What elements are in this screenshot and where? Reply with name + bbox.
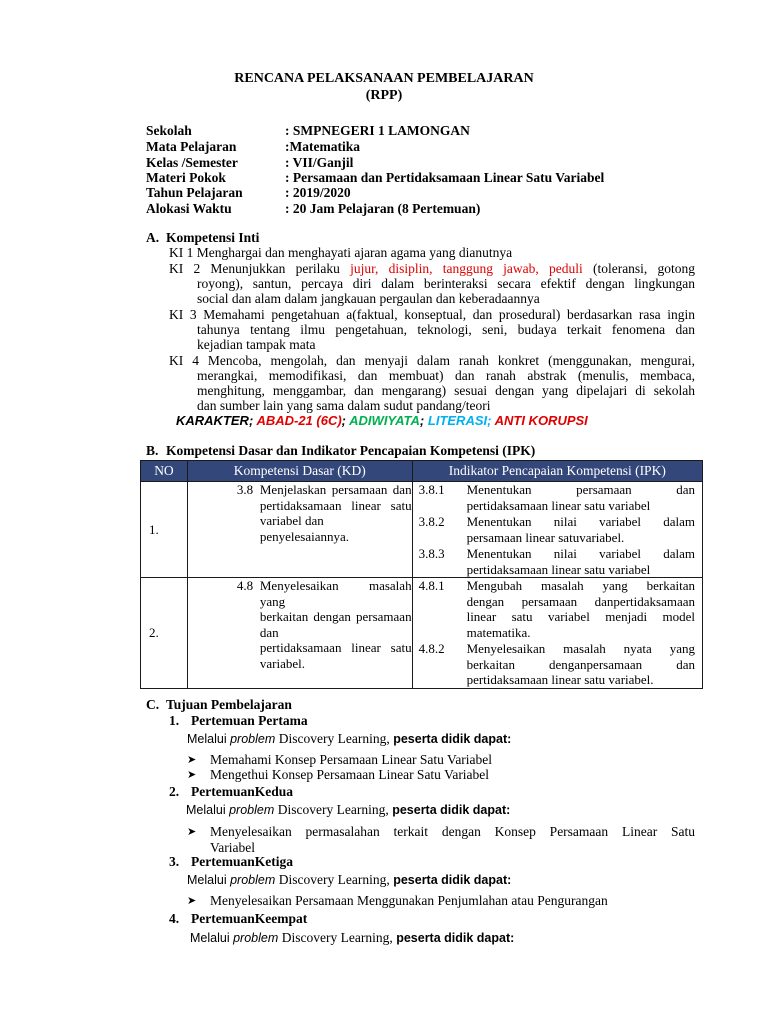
column-header-ipk: Indikator Pencapaian Kompetensi (IPK) [412,461,702,482]
section-title: Tujuan Pembelajaran [166,697,292,712]
table-row [141,482,703,578]
bullet-text [210,824,695,856]
section-a-heading [146,230,259,246]
kd-ipk-table [140,460,703,689]
ipk-item [413,546,702,577]
meeting-3-intro [187,872,511,888]
intro-peserta: peserta didik dapat: [393,732,512,746]
ki1: KI 1 Menghargai dan menghayati ajaran agama yang dianutnya [169,245,513,260]
table-row [141,578,703,689]
ipk-item [413,482,702,513]
ki4-line1: KI 4 Mencoba, mengolah, dan menyaji dalam ranah konkret (menggunakan, mengurai, [169,353,695,368]
ipk-text [467,514,695,545]
info-label: Sekolah [146,123,192,138]
meeting-title: PertemuanKedua [191,784,293,799]
tag-adiwiyata: ADIWIYATA [349,413,420,428]
column-header-kd: Kompetensi Dasar (KD) [187,461,412,482]
meeting-3-heading [169,854,293,870]
kd-text [260,482,412,544]
kd-line: Menyelesaikan masalah yang [259,578,412,609]
ipk-line: Menentukan nilai variabel dalam [466,546,695,561]
ki2-suffix: (toleransi, gotong [592,261,696,276]
bullet-text: Menyelesaikan Persamaan Menggunakan Penjumlahan atau Pengurangan [210,893,608,908]
list-item [187,824,695,856]
ipk-line: Menentukan persamaan dan [466,482,695,497]
info-label: Mata Pelajaran [146,139,237,154]
ki2-line1 [169,261,695,276]
document-subtitle: (RPP) [365,88,403,103]
info-label: Tahun Pelajaran [146,185,243,200]
ipk-number: 4.8.2 [418,641,445,656]
kd-number: 3.8 [236,482,254,497]
kd-line: pertidaksamaan linear satu [259,497,412,513]
bullet-line: Menyelesaikan permasalahan terkait dengan Konsep Persamaan Linear Satu [210,824,695,839]
ipk-text [467,482,695,513]
tag-separator: ; [248,413,254,428]
ipk-item [413,641,702,688]
info-value: : SMPNEGERI 1 LAMONGAN [285,123,470,138]
ipk-item [413,578,702,640]
list-item [187,893,695,909]
ipk-line: pertidaksamaan linear satu variabel [466,561,651,577]
section-letter: B. [146,443,159,458]
intro-problem: problem [229,803,275,817]
kd-cell [187,578,412,689]
tag-anti-korupsi: ANTI KORUPSI [494,413,588,428]
ipk-line: persamaan linear satuvariabel. [466,529,625,545]
ki2-prefix: KI 2 Menunjukkan perilaku [169,261,340,276]
kd-number: 4.8 [236,578,254,593]
ki3-line1: KI 3 Memahami pengetahuan a(faktual, konseptual, dan prosedural) berdasarkan rasa ingin [169,307,695,322]
info-value: :Matematika [285,139,360,154]
ki3-line2: tahunya tentang ilmu pengetahuan, teknologi, seni, budaya terkait fenomena dan [197,322,695,337]
ipk-line: Menyelesaikan masalah nyata yang [466,641,695,656]
bullet-text: Memahami Konsep Persamaan Linear Satu Variabel [210,752,493,767]
ki3-line3: kejadian tampak mata [197,337,316,352]
ipk-cell [412,482,702,578]
intro-peserta: peserta didik dapat: [392,803,511,817]
kd-line: pertidaksamaan linear satu [259,640,412,655]
meeting-title: PertemuanKeempat [191,911,308,926]
bullet-line: Variabel [210,840,255,855]
tag-separator: ; [487,413,492,428]
info-value: : 2019/2020 [285,185,351,200]
tag-abad-21: ABAD-21 (6C) [256,413,342,428]
intro-peserta: peserta didik dapat: [393,873,512,887]
kd-text [260,578,412,671]
meeting-2-heading [169,784,293,800]
arrow-bullet-icon: ➤ [187,826,197,838]
ki2-highlight: jujur, disiplin, tanggung jawab, peduli [350,261,583,276]
info-value: : VII/Ganjil [285,155,354,170]
ipk-line: linear satu variabel menjadi model [466,609,695,624]
table-header-row [141,461,703,482]
tag-karakter: KARAKTER [176,413,249,428]
ki4-line4: dan sumber lain yang sama dalam sudut pandang/teori [197,398,491,413]
meeting-number: 4. [169,911,180,926]
ipk-text [467,546,695,577]
meeting-2-intro [186,802,510,818]
intro-melalui: Melalui [187,732,227,746]
ki4-line3: menghitung, menggambar, dan mengarang) sesuai dengan yang dipelajari di sekolah [197,383,695,398]
info-value: : 20 Jam Pelajaran (8 Pertemuan) [285,201,481,216]
intro-problem: problem [230,732,276,746]
arrow-bullet-icon: ➤ [187,769,197,781]
meeting-1-intro [187,731,511,747]
meeting-4-heading [169,911,307,927]
intro-method: Discovery Learning, [278,872,390,887]
ipk-text [467,578,695,640]
kd-line: variabel dan penyelesaiannya. [259,513,350,544]
intro-problem: problem [230,873,276,887]
tag-separator: ; [419,413,425,428]
kd-cell [187,482,412,578]
info-value: : Persamaan dan Pertidaksamaan Linear Satu Variabel [285,170,605,185]
section-letter: C. [146,697,160,712]
arrow-bullet-icon: ➤ [187,754,197,766]
ki2-line3: social dan alam dalam jangkauan pergaulan dan keberadaannya [197,291,540,306]
info-label: Materi Pokok [146,170,226,185]
bullet-text: Mengethui Konsep Persamaan Linear Satu Variabel [210,767,490,782]
ipk-cell [412,578,702,689]
arrow-bullet-icon: ➤ [187,895,197,907]
meeting-4-intro [190,930,514,946]
intro-method: Discovery Learning, [277,802,389,817]
meeting-title: Pertemuan Pertama [191,713,308,728]
ipk-line: Mengubah masalah yang berkaitan [466,578,695,593]
ipk-line: pertidaksamaan linear satu variabel. [466,672,654,687]
meeting-number: 1. [169,713,180,728]
intro-peserta: peserta didik dapat: [396,931,515,945]
info-label: Kelas /Semester [146,155,238,170]
row-number: 1. [141,482,188,578]
column-header-no: NO [141,461,188,482]
tag-literasi: LITERASI [427,413,488,428]
list-item [187,752,695,768]
section-c-heading [146,697,292,713]
karakter-tags [176,413,588,429]
ki4-line2: merangkai, memodifikasi, dan membuat) dan ranah abstrak (menulis, membaca, [197,368,695,383]
intro-problem: problem [233,931,279,945]
document-title: RENCANA PELAKSANAAN PEMBELAJARAN [234,71,534,86]
ipk-line: matematika. [466,624,531,640]
ki2-line2: royong), santun, percaya diri dalam berinteraksi secara efektif dengan lingkungan [197,276,695,291]
row-number: 2. [141,578,188,689]
intro-method: Discovery Learning, [281,930,393,945]
kompetensi-inti-block [169,245,695,413]
ipk-line: berkaitan denganpersamaan dan [466,656,695,672]
section-b-heading [146,443,535,459]
section-letter: A. [146,230,160,245]
ipk-line: pertidaksamaan linear satu variabel [466,497,651,513]
info-label: Alokasi Waktu [146,201,232,216]
ipk-line: Menentukan nilai variabel dalam [466,514,695,529]
meeting-number: 2. [169,784,180,799]
intro-melalui: Melalui [190,931,230,945]
ipk-number: 3.8.2 [418,514,445,529]
meeting-title: PertemuanKetiga [191,854,293,869]
intro-melalui: Melalui [186,803,226,817]
ipk-item [413,514,702,545]
section-title: Kompetensi Dasar dan Indikator Pencapaian Kompetensi (IPK) [166,443,536,458]
ipk-number: 3.8.1 [418,482,445,497]
intro-melalui: Melalui [187,873,227,887]
ipk-line: dengan persamaan danpertidaksamaan [466,593,695,609]
meeting-1-heading [169,713,308,729]
kd-line: Menjelaskan persamaan dan [259,482,412,497]
section-title: Kompetensi Inti [166,230,260,245]
kd-line: berkaitan dengan persamaan dan [259,609,412,640]
ipk-text [467,641,695,688]
intro-method: Discovery Learning, [278,731,390,746]
ipk-number: 3.8.3 [418,546,445,561]
list-item [187,767,695,783]
meeting-number: 3. [169,854,180,869]
tag-separator: ; [341,413,347,428]
kd-line: variabel. [259,655,305,671]
ipk-number: 4.8.1 [418,578,445,593]
